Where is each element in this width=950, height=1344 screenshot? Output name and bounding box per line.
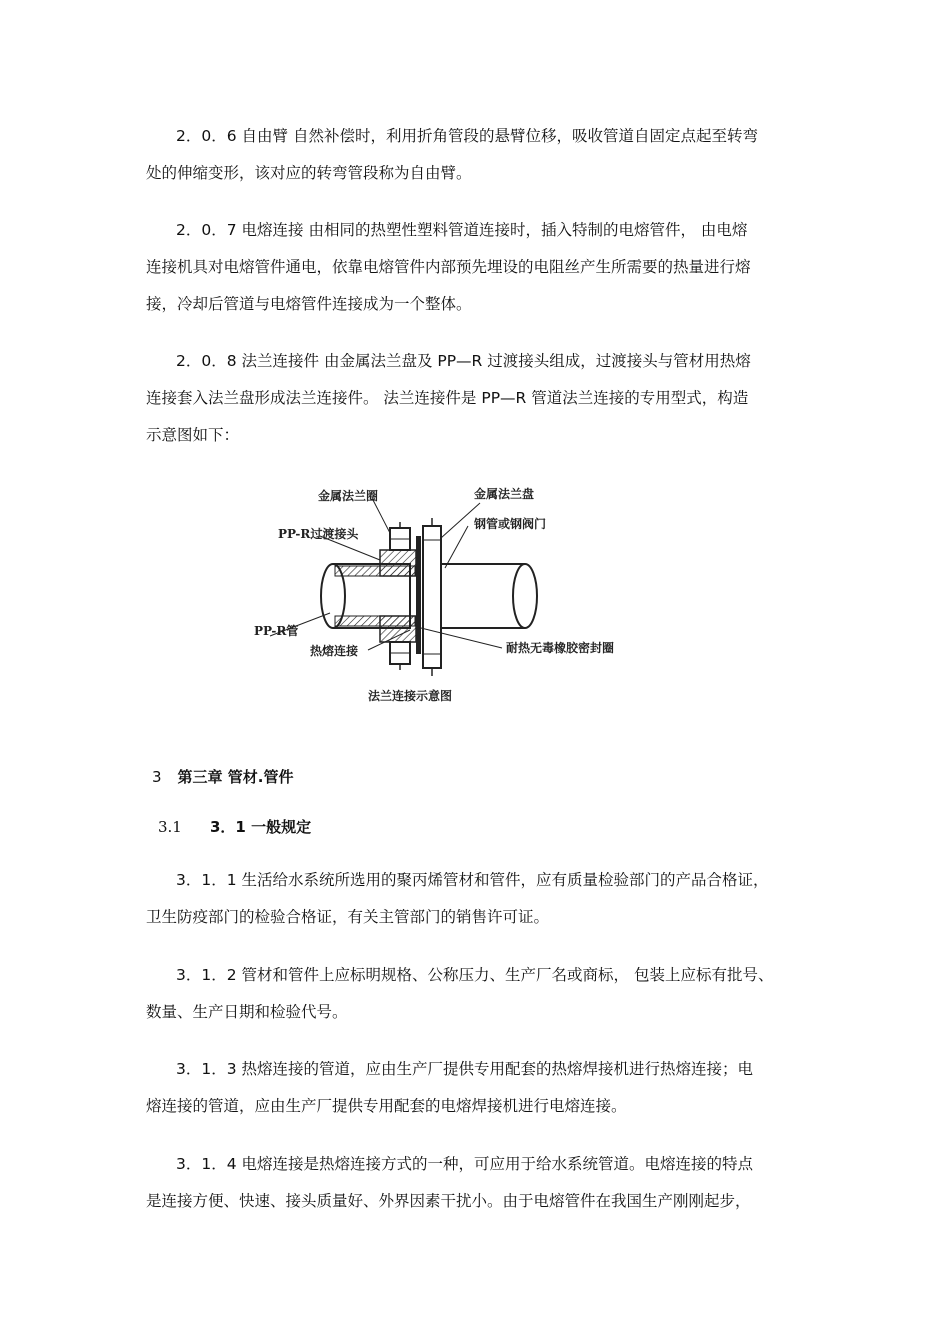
- chapter-number: 3: [152, 768, 162, 786]
- paragraph-3-1-4: [146, 1146, 826, 1220]
- label-metal-flange-ring: 金属法兰圈: [318, 489, 379, 503]
- section-heading: [158, 816, 311, 837]
- section-title: 3．1 一般规定: [210, 818, 312, 836]
- paragraph-2-0-8: [146, 343, 826, 454]
- chapter-heading: [152, 766, 293, 787]
- chapter-title: 第三章 管材.管件: [177, 768, 294, 786]
- text-line: 3．1．3 热熔连接的管道，应由生产厂提供专用配套的热熔焊接机进行热熔连接；电: [176, 1060, 754, 1078]
- section-number: 3.1: [158, 818, 182, 836]
- text-line: 示意图如下：: [146, 426, 240, 444]
- paragraph-3-1-2: [146, 957, 826, 1031]
- text-line: 3．1．4 电熔连接是热熔连接方式的一种，可应用于给水系统管道。电熔连接的特点: [176, 1155, 754, 1173]
- flange-plate: [423, 526, 441, 668]
- paragraph-3-1-1: [146, 862, 826, 936]
- label-rubber-seal-ring: 耐热无毒橡胶密封圈: [506, 641, 615, 655]
- text-line: 处的伸缩变形，该对应的转弯管段称为自由臂。: [146, 164, 472, 182]
- rubber-gasket: [416, 536, 421, 654]
- joint-hub-top: [380, 550, 416, 576]
- paragraph-2-0-7: [146, 212, 826, 323]
- joint-hub-bottom: [380, 616, 416, 642]
- label-ppr-transition-joint: PP-R过渡接头: [278, 527, 359, 541]
- paragraph-3-1-3: [146, 1051, 826, 1125]
- text-line: 2．0．6 自由臂 自然补偿时，利用折角管段的悬臂位移，吸收管道自固定点起至转弯: [176, 127, 758, 145]
- label-hot-melt-connection: 热熔连接: [310, 644, 359, 658]
- label-steel-pipe-or-valve: 钢管或钢阀门: [474, 517, 547, 531]
- label-metal-flange-plate: 金属法兰盘: [474, 487, 535, 501]
- flange-connection-diagram: [240, 478, 640, 710]
- text-line: 3．1．2 管材和管件上应标明规格、公称压力、生产厂名或商标， 包装上应标有批号、: [176, 966, 774, 984]
- text-line: 卫生防疫部门的检验合格证，有关主管部门的销售许可证。: [146, 908, 550, 926]
- text-line: 连接套入法兰盘形成法兰连接件。 法兰连接件是 PP—R 管道法兰连接的专用型式，构造: [146, 389, 749, 407]
- label-ppr-pipe: PP-R管: [254, 624, 299, 638]
- text-line: 数量、生产日期和检验代号。: [146, 1003, 348, 1021]
- pipe-end-right: [513, 564, 537, 628]
- text-line: 是连接方便、快速、接头质量好、外界因素干扰小。由于电熔管件在我国生产刚刚起步，: [146, 1192, 751, 1210]
- text-line: 熔连接的管道，应由生产厂提供专用配套的电熔焊接机进行电熔连接。: [146, 1097, 627, 1115]
- text-line: 连接机具对电熔管件通电，依靠电熔管件内部预先埋设的电阻丝产生所需要的热量进行熔: [146, 258, 751, 276]
- paragraph-2-0-6: [146, 118, 826, 192]
- text-line: 2．0．7 电熔连接 由相同的热塑性塑料管道连接时，插入特制的电熔管件， 由电熔: [176, 221, 748, 239]
- figure-caption: 法兰连接示意图: [368, 689, 453, 703]
- text-line: 接，冷却后管道与电熔管件连接成为一个整体。: [146, 295, 472, 313]
- text-line: 2．0．8 法兰连接件 由金属法兰盘及 PP—R 过渡接头组成，过渡接头与管材用热熔: [176, 352, 751, 370]
- text-line: 3．1．1 生活给水系统所选用的聚丙烯管材和管件，应有质量检验部门的产品合格证，: [176, 871, 769, 889]
